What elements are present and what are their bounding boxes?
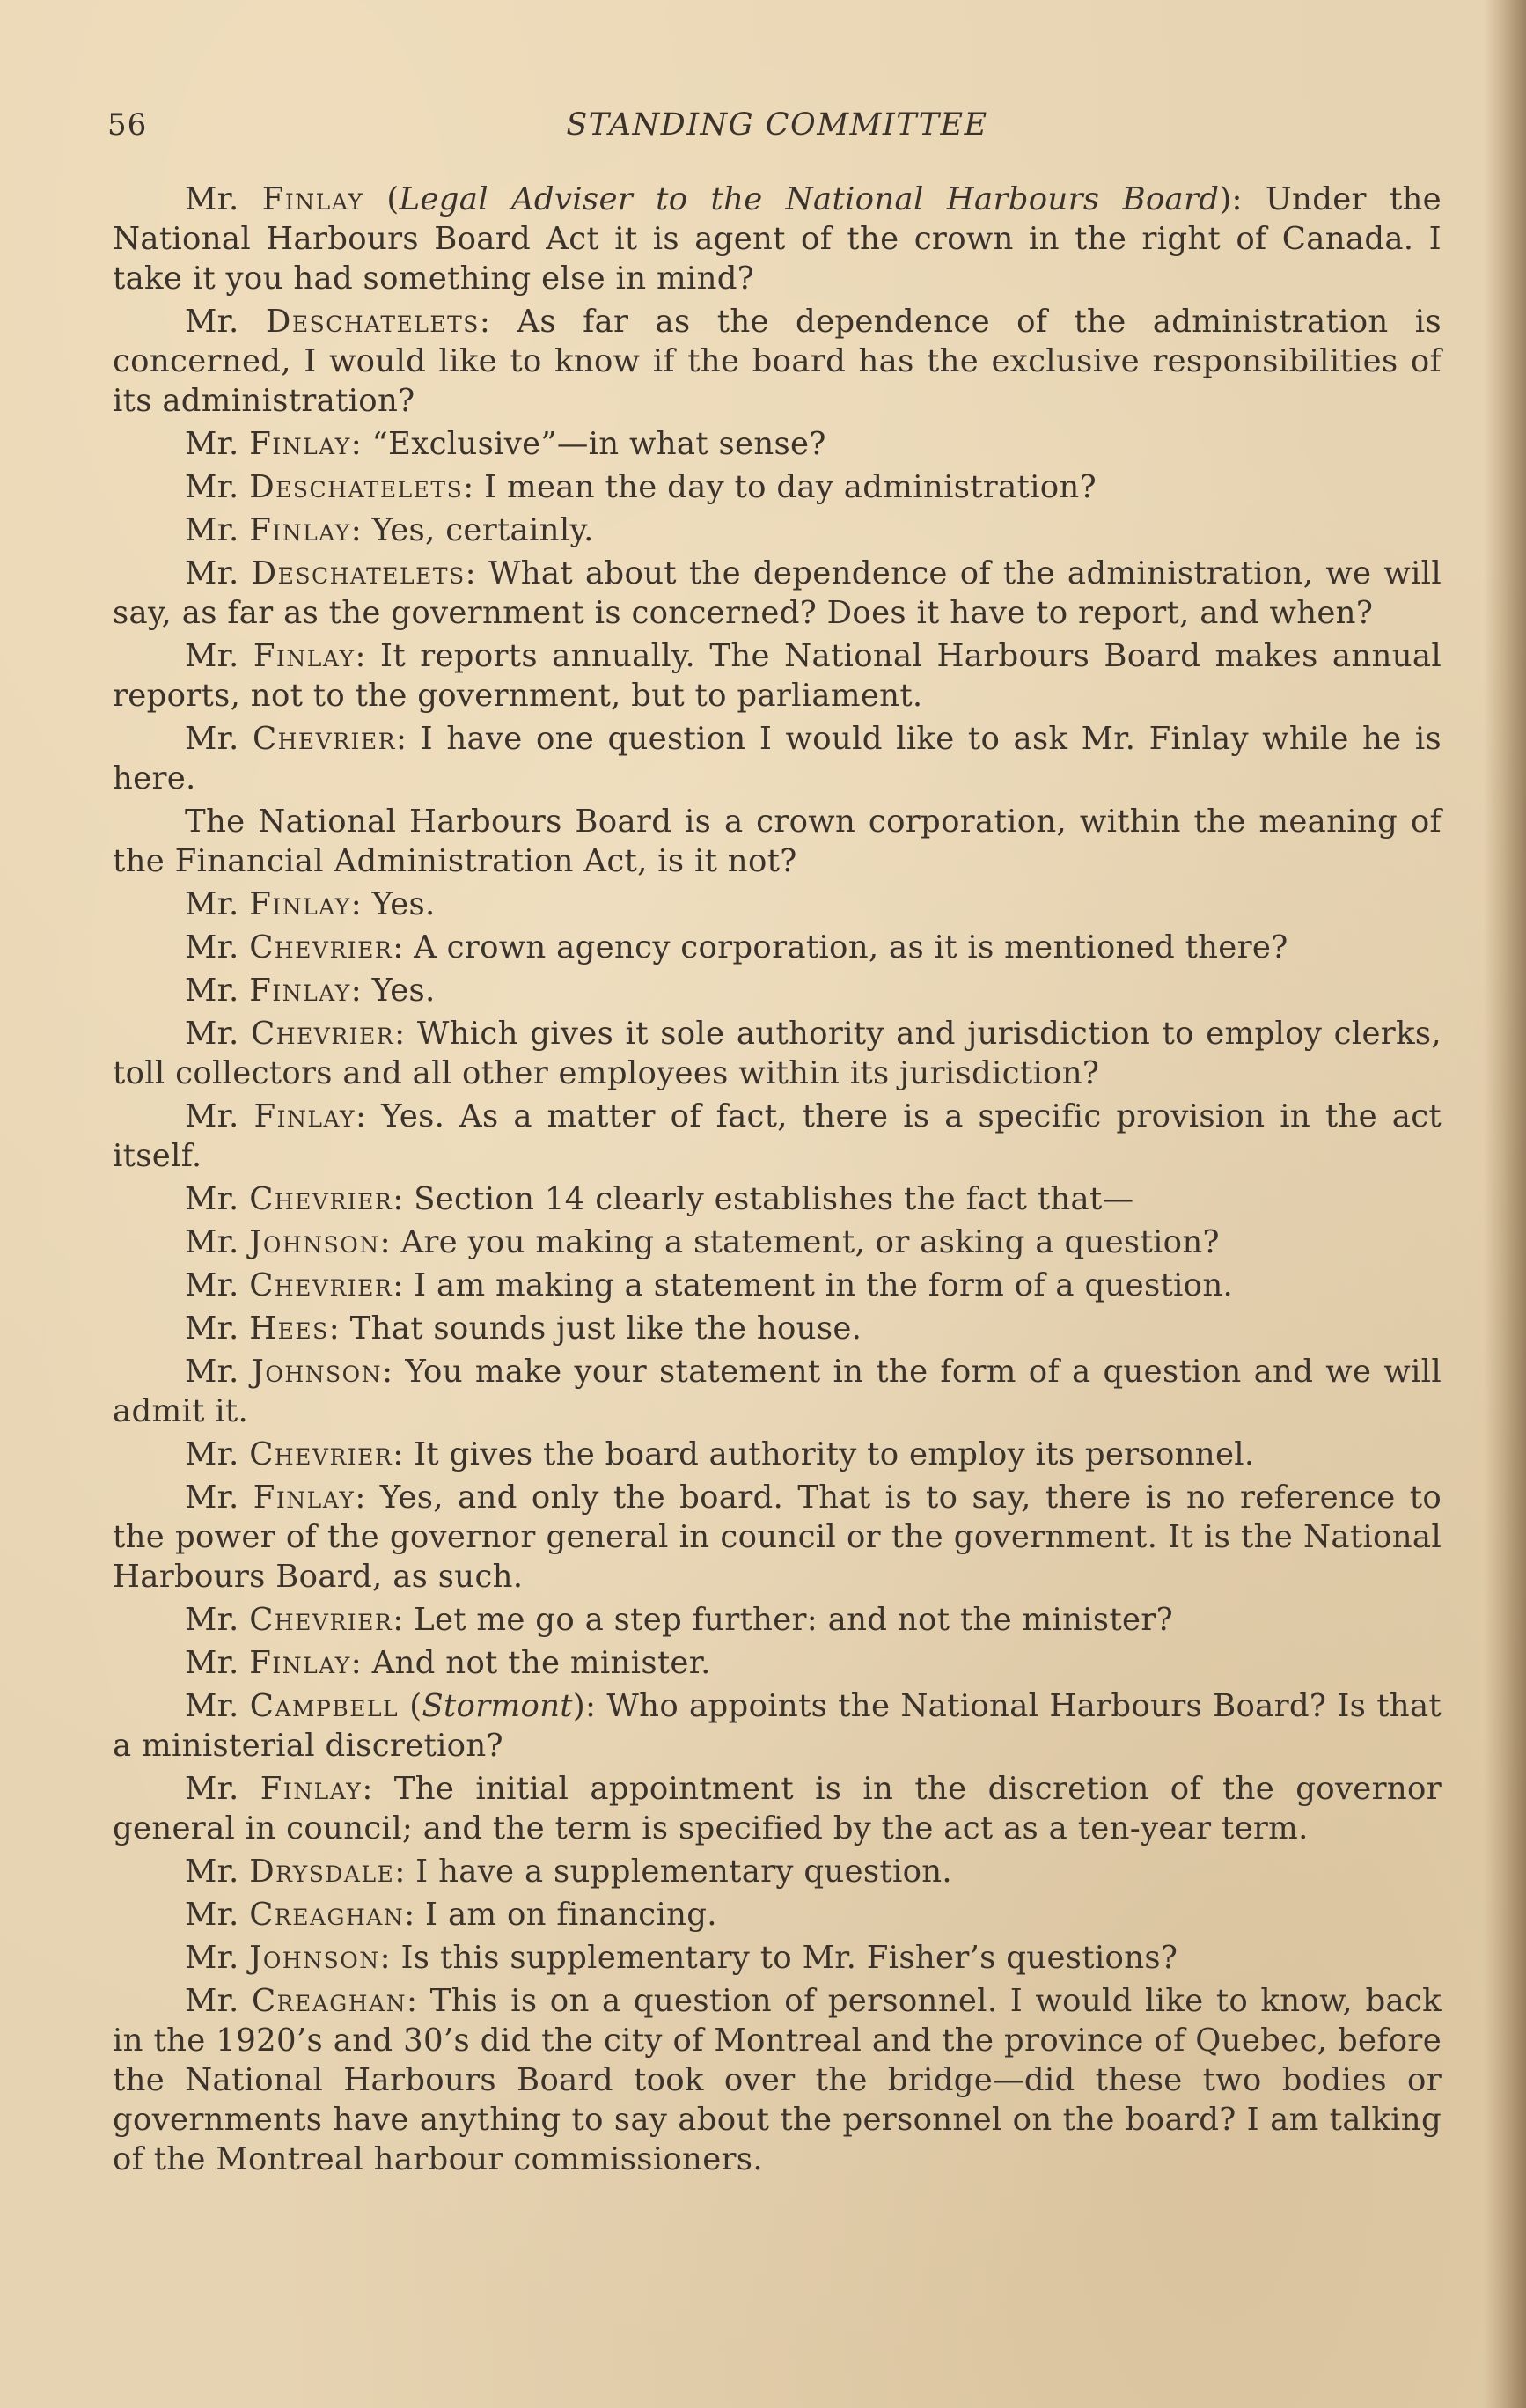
speaker-colon: : [350,426,362,462]
transcript-paragraph [113,1981,1442,2179]
speaker-colon: : [393,929,404,965]
speaker-name: Finlay [253,1479,356,1516]
paragraph-text: Section 14 clearly establishes the fact that— [403,1181,1134,1217]
speaker-name: Deschatelets [251,555,466,591]
speaker-colon: : [350,973,362,1009]
transcript-paragraph [113,180,1442,298]
speaker-prefix: Mr. [185,1645,250,1681]
speaker-prefix: Mr. [185,1436,250,1472]
speaker-prefix: Mr. [185,181,262,217]
transcript-paragraph [113,1600,1442,1640]
transcript-paragraph [113,1852,1442,1891]
speaker-prefix: Mr. [185,1983,252,2019]
page-header [107,107,1442,153]
speaker-prefix: Mr. [185,1602,250,1638]
paragraph-text: And not the minister. [362,1645,711,1681]
speaker-colon: : [350,1645,362,1681]
speaker-colon: : [406,1983,418,2019]
paragraph-text: That sounds just like the house. [340,1310,862,1347]
speaker-prefix: Mr. [185,426,250,462]
affiliation-open: ( [363,181,400,217]
speaker-name: Chevrier [249,1436,393,1472]
paragraph-text: The initial appointment is in the discretion of the governor general in council; and the term is specified by the act as a ten-year term. [113,1771,1442,1846]
transcript-paragraph [113,467,1442,507]
paragraph-text: A crown agency corporation, as it is mentioned there? [403,929,1288,965]
paragraph-text: I am making a statement in the form of a question. [403,1267,1234,1303]
paragraph-text: Yes, certainly. [362,512,594,548]
transcript-paragraph [113,302,1442,421]
paragraph-text: I mean the day to day administration? [473,469,1097,505]
speaker-prefix: Mr. [185,1224,250,1260]
speaker-prefix: Mr. [185,1688,250,1724]
speaker-name: Drysdale [249,1854,395,1890]
page-edge-shadow [1484,0,1526,2408]
speaker-colon: : [355,638,366,674]
speaker-prefix: Mr. [185,1771,260,1807]
transcript-paragraph [113,719,1442,798]
transcript-paragraph [113,1222,1442,1262]
speaker-colon: : [328,1310,341,1347]
running-head: STANDING COMMITTEE [566,107,988,143]
paragraph-text: “Exclusive”—in what sense? [362,426,826,462]
speaker-colon: : [396,721,407,757]
transcript-paragraph [113,1309,1442,1348]
speaker-colon: : [479,304,491,340]
speaker-name: Chevrier [249,1267,393,1303]
speaker-name: Finlay [261,181,364,217]
speaker-prefix: Mr. [185,304,266,340]
transcript-paragraph [113,971,1442,1010]
speaker-name: Chevrier [249,1181,393,1217]
transcript-paragraph [113,1179,1442,1219]
speaker-name: Finlay [249,426,351,462]
transcript-paragraph [113,1352,1442,1431]
speaker-name: Chevrier [252,721,397,757]
paragraph-text: Who appoints the National Harbours Board? Is that a ministerial discretion? [113,1688,1442,1764]
speaker-name: Creaghan [249,1897,405,1933]
speaker-name: Finlay [253,1098,356,1134]
paragraph-text: What about the dependence of the administration, we will say, as far as the government is concerned? Does it have to report, and when? [113,555,1442,631]
speaker-name: Johnson [251,1354,383,1390]
paragraph-text: As far as the dependence of the administration is concerned, I would like to know if the board has the exclusive responsibilities of its administration? [113,304,1442,419]
speaker-prefix: Mr. [185,929,250,965]
transcript-body [113,180,1442,2179]
paragraph-text: Under the National Harbours Board Act it is agent of the crown in the right of Canada. I take it you had something else in mind? [113,181,1442,297]
speaker-prefix: Mr. [185,973,250,1009]
speaker-colon: : [404,1897,415,1933]
speaker-colon: : [465,555,476,591]
speaker-colon: ): [572,1688,597,1724]
speaker-prefix: Mr. [185,1267,250,1303]
speaker-prefix: Mr. [185,1897,250,1933]
speaker-name: Chevrier [249,1602,393,1638]
speaker-prefix: Mr. [185,1354,252,1390]
speaker-prefix: Mr. [185,1016,252,1052]
affiliation-open: ( [399,1688,422,1724]
speaker-prefix: Mr. [185,638,253,674]
speaker-prefix: Mr. [185,1940,250,1976]
speaker-prefix: Mr. [185,1479,253,1516]
transcript-paragraph [113,554,1442,633]
speaker-colon: : [355,1479,366,1516]
paragraph-text: The National Harbours Board is a crown corporation, within the meaning of the Financial Administration Act, is it not? [113,804,1442,879]
speaker-colon: : [393,1602,404,1638]
paragraph-text: Are you making a statement, or asking a question? [390,1224,1220,1260]
speaker-colon: : [394,1854,406,1890]
speaker-prefix: Mr. [185,1310,250,1347]
paragraph-text: I have one question I would like to ask Mr. Finlay while he is here. [113,721,1442,797]
speaker-name: Finlay [249,973,351,1009]
speaker-colon: : [393,1181,404,1217]
speaker-colon: : [379,1224,391,1260]
page-number: 56 [107,107,148,143]
paragraph-text: Yes. [362,886,436,922]
speaker-prefix: Mr. [185,1181,250,1217]
document-page [107,107,1442,2183]
speaker-colon: : [393,1267,404,1303]
paragraph-text: I am on financing. [415,1897,717,1933]
paragraph-text: I have a supplementary question. [405,1854,953,1890]
transcript-paragraph [113,1478,1442,1597]
transcript-paragraph [113,1266,1442,1305]
speaker-prefix: Mr. [185,469,250,505]
transcript-paragraph [113,885,1442,924]
speaker-colon: : [463,469,474,505]
speaker-name: Finlay [253,638,356,674]
transcript-paragraph [113,1895,1442,1934]
speaker-name: Finlay [249,1645,351,1681]
speaker-prefix: Mr. [185,886,250,922]
transcript-paragraph [113,424,1442,464]
transcript-paragraph [113,1014,1442,1093]
speaker-prefix: Mr. [185,512,250,548]
speaker-name: Finlay [249,886,351,922]
transcript-paragraph [113,636,1442,716]
paragraph-text: Yes. [362,973,436,1009]
transcript-paragraph [113,1769,1442,1848]
speaker-name: Johnson [249,1940,380,1976]
speaker-name: Creaghan [251,1983,407,2019]
transcript-paragraph [113,1643,1442,1683]
speaker-colon: : [379,1940,391,1976]
speaker-prefix: Mr. [185,1854,250,1890]
transcript-paragraph [113,1097,1442,1176]
paragraph-text: It reports annually. The National Harbours Board makes annual reports, not to the government, but to parliament. [113,638,1442,714]
speaker-name: Hees [249,1310,329,1347]
speaker-colon: : [356,1098,367,1134]
speaker-name: Chevrier [249,929,393,965]
speaker-name: Campbell [249,1688,400,1724]
transcript-paragraph [113,802,1442,881]
paragraph-text: Yes, and only the board. That is to say, there is no reference to the power of the governor general in council or the government. It is the National Harbours Board, as such. [113,1479,1442,1595]
speaker-prefix: Mr. [185,555,252,591]
speaker-colon: : [393,1436,404,1472]
speaker-colon: : [394,1016,406,1052]
speaker-name: Finlay [260,1771,363,1807]
speaker-affiliation: Stormont [422,1688,573,1724]
speaker-colon: : [382,1354,393,1390]
paragraph-text: Let me go a step further: and not the minister? [403,1602,1173,1638]
transcript-paragraph [113,928,1442,967]
transcript-paragraph [113,1686,1442,1766]
speaker-name: Johnson [249,1224,380,1260]
speaker-prefix: Mr. [185,1098,254,1134]
speaker-name: Deschatelets [249,469,464,505]
paragraph-text: You make your statement in the form of a question and we will admit it. [113,1354,1442,1429]
speaker-name: Chevrier [251,1016,395,1052]
speaker-affiliation: Legal Adviser to the National Harbours Board [399,181,1220,217]
transcript-paragraph [113,1435,1442,1474]
speaker-colon: : [350,886,362,922]
speaker-colon: : [362,1771,373,1807]
speaker-name: Deschatelets [265,304,480,340]
paragraph-text: Yes. As a matter of fact, there is a specific provision in the act itself. [113,1098,1442,1174]
paragraph-text: This is on a question of personnel. I would like to know, back in the 1920’s and 30’s did the city of Montreal and the province of Quebec, before the National Harbours Board took over the bridge—did these two bodies or governments have anything to say about the personnel on the board? I am talking of the Montreal harbour commissioners. [113,1983,1442,2177]
paragraph-text: Which gives it sole authority and jurisdiction to employ clerks, toll collectors and all other employees within its jurisdiction? [113,1016,1442,1091]
transcript-paragraph [113,1938,1442,1978]
paragraph-text: It gives the board authority to employ its personnel. [403,1436,1255,1472]
paragraph-text: Is this supplementary to Mr. Fisher’s questions? [390,1940,1178,1976]
speaker-prefix: Mr. [185,721,253,757]
speaker-colon: ): [1219,181,1243,217]
speaker-name: Finlay [249,512,351,548]
speaker-colon: : [350,512,362,548]
transcript-paragraph [113,510,1442,550]
